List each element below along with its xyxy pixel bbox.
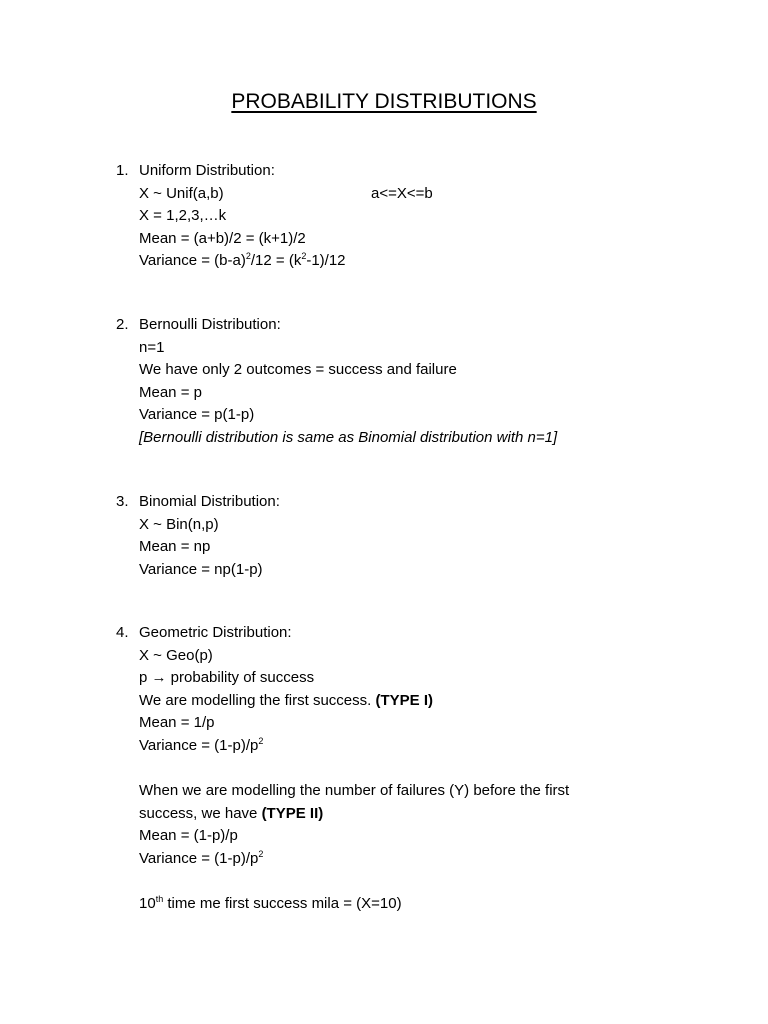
geometric-variance-type1: Variance = $(1-p)/p^2$ [139,735,264,754]
uniform-support: X = 1,2,3,…k [139,207,227,225]
section-heading: Geometric Distribution: [139,624,292,641]
geometric-mean-type1: Mean = 1/p [139,714,215,732]
uniform-range: a<=X<=b [371,184,433,202]
geometric-model-type1: We are modelling the first success. (TYPE I) [139,691,433,709]
geometric-model-type2-line1: When we are modelling the number of failures (Y) before the first [139,782,570,800]
section-number: 2. [116,316,129,333]
title-text: PROBABILITY DISTRIBUTIONS [231,90,537,113]
uniform-notation: X ~ Unif(a,b) [139,184,224,202]
bernoulli-n: n=1 [139,338,165,356]
geometric-model-type2-line2: success, we have (TYPE II) [139,804,324,822]
geometric-example: 10th time me first success mila = (X=10) [139,894,402,913]
section-number: 3. [116,493,129,510]
binomial-variance: Variance = np(1-p) [139,560,263,578]
bernoulli-outcomes: We have only 2 outcomes = success and failure [139,361,457,379]
type1-label: (TYPE I) [375,691,433,709]
section-heading: Uniform Distribution: [139,162,275,179]
type2-label: (TYPE II) [261,804,324,822]
section-heading: Bernoulli Distribution: [139,316,281,333]
bernoulli-note: [Bernoulli distribution is same as Binomial distribution with n=1] [139,428,558,446]
binomial-mean: Mean = np [139,538,211,556]
geometric-mean-type2: Mean = (1-p)/p [139,827,238,845]
geometric-p-definition: p → probability of success [139,669,315,687]
bernoulli-mean: Mean = p [139,383,202,401]
geometric-variance-type2: Variance = $(1-p)/p^2$ [139,848,264,867]
section-heading: Binomial Distribution: [139,493,280,510]
section-number: 4. [116,624,129,641]
section-number: 1. [116,162,129,179]
binomial-notation: X ~ Bin(n,p) [139,515,219,533]
geometric-notation: X ~ Geo(p) [139,646,213,664]
page-title [0,88,768,116]
uniform-variance: Variance = $(b-a)^2/12 = (k^2-1)/12$ [139,251,346,270]
bernoulli-variance: Variance = p(1-p) [139,406,255,424]
uniform-mean: Mean = (a+b)/2 = (k+1)/2 [139,229,306,247]
